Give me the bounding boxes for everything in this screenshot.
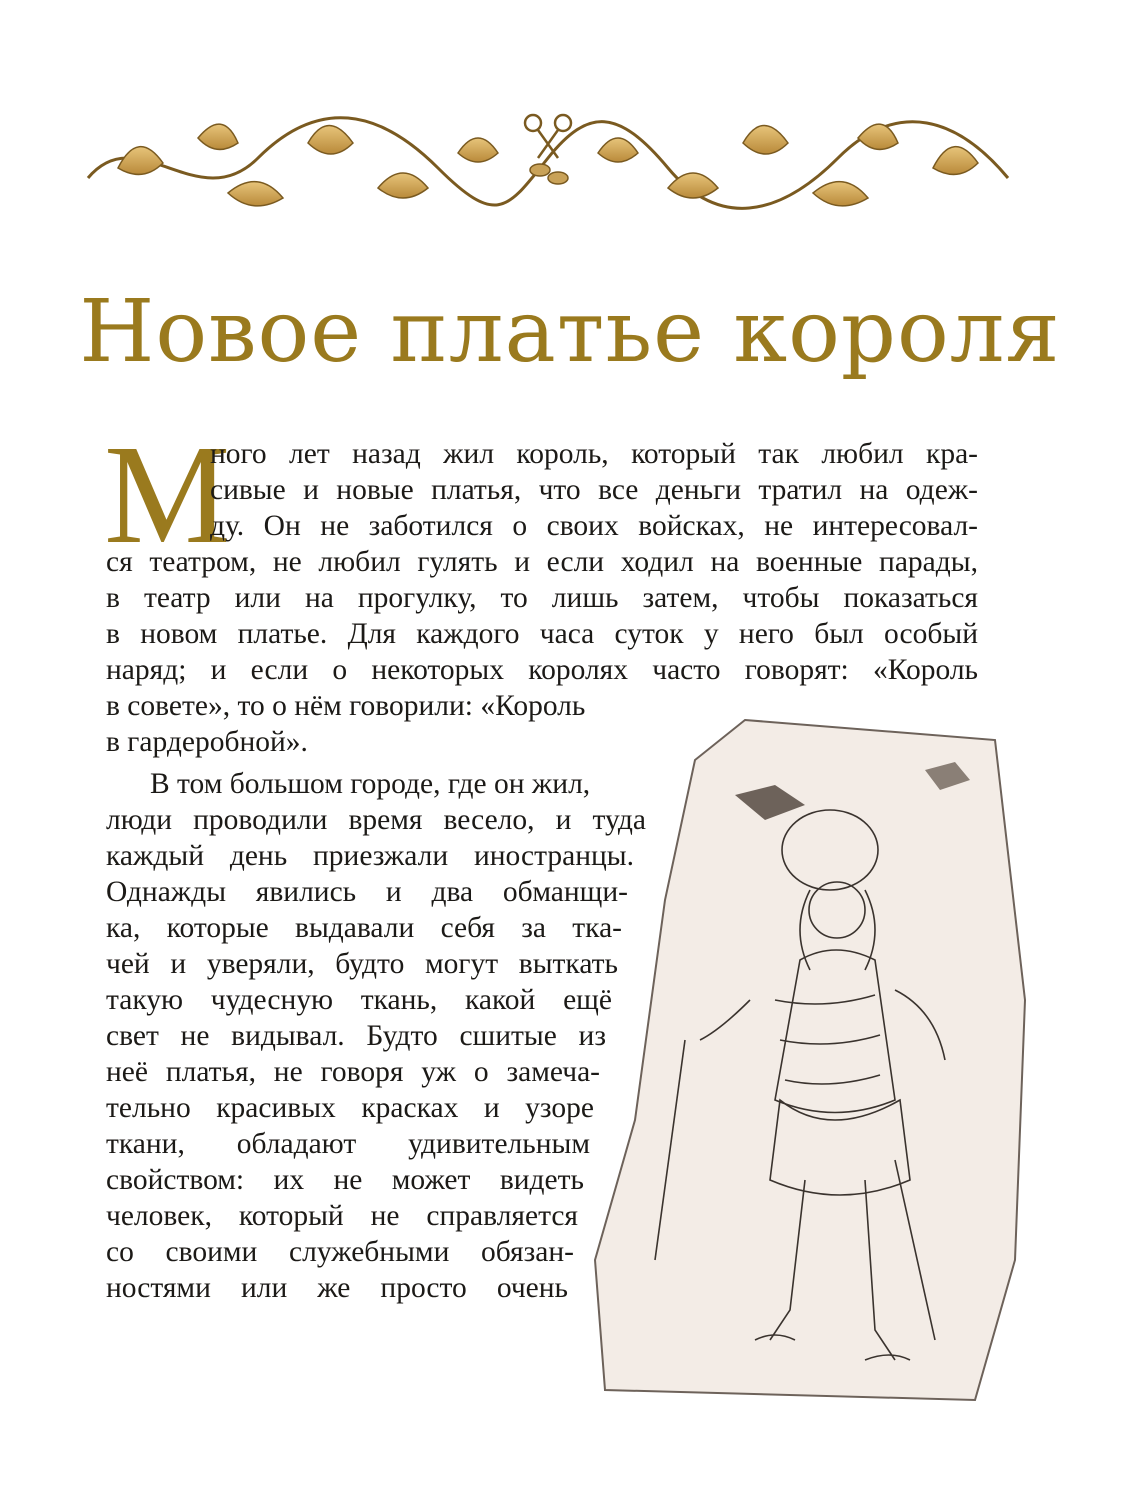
text-line: чей и уверяли, будто могут выткать [106, 948, 618, 980]
text-line: В том большом городе, где он жил, [150, 768, 591, 800]
text-line: ностями или же просто очень [106, 1272, 568, 1304]
text-line: ка, которые выдавали себя за тка- [106, 912, 622, 944]
text-line: ду. Он не заботился о своих войсках, не интересовал- [210, 510, 978, 542]
text-line: неё платья, не говоря уж о замеча- [106, 1056, 600, 1088]
text-line: в совете», то о нём говорили: «Король [106, 690, 586, 722]
text-line: Однажды явились и два обманщи- [106, 876, 628, 908]
text-line: тельно красивых красках и узоре [106, 1092, 594, 1124]
text-line: ся театром, не любил гулять и если ходил на военные парады, [106, 546, 978, 578]
text-line: такую чудесную ткань, какой ещё [106, 984, 612, 1016]
scissors-icon [525, 115, 571, 158]
text-line: со своими служебными обязан- [106, 1236, 574, 1268]
text-line: наряд; и если о некоторых королях часто говорят: «Король [106, 654, 978, 686]
ornament-border [78, 98, 1018, 218]
text-line: в новом платье. Для каждого часа суток у него был особый [106, 618, 978, 650]
text-line: свойством: их не может видеть [106, 1164, 584, 1196]
text-line: сивые и новые платья, что все деньги тратил на одеж- [210, 474, 978, 506]
text-line: свет не видывал. Будто сшитые из [106, 1020, 606, 1052]
text-line: в театр или на прогулку, то лишь затем, чтобы показаться [106, 582, 978, 614]
text-line: каждый день приезжали иностранцы. [106, 840, 634, 872]
text-line: в гардеробной». [106, 726, 308, 758]
text-line: ного лет назад жил король, который так любил кра- [210, 438, 978, 470]
text-line: человек, который не справляется [106, 1200, 578, 1232]
page-title: Новое платье короля [79, 282, 1061, 382]
king-illustration [575, 700, 1045, 1420]
text-line: люди проводили время весело, и туда [106, 804, 646, 836]
drop-cap: М [104, 415, 231, 573]
text-line: ткани, обладают удивительным [106, 1128, 590, 1160]
